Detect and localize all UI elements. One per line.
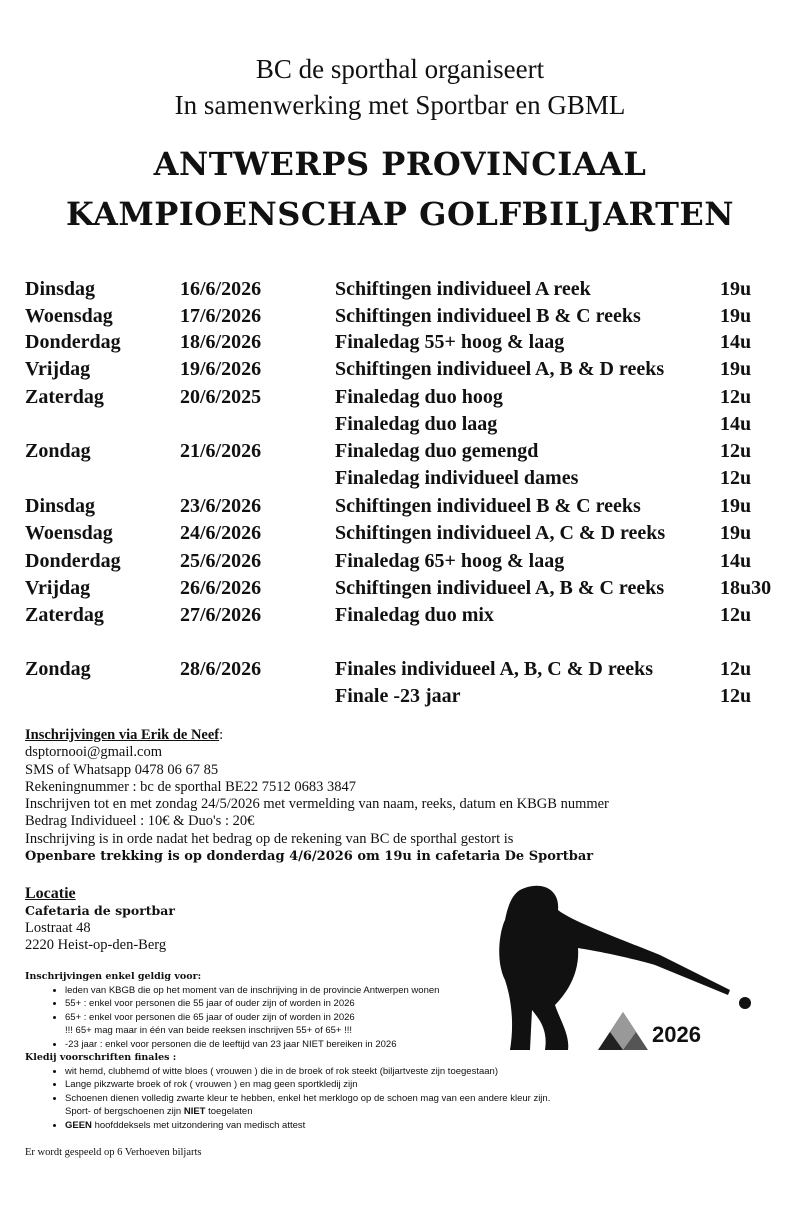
schedule-day: Zondag — [25, 658, 91, 680]
schedule-event: Finaledag duo mix — [335, 604, 494, 626]
payment-note: Inschrijving is in orde nadat het bedrag op de rekening van BC de sporthal gestort is — [25, 830, 514, 847]
account: Rekeningnummer : bc de sporthal BE22 7512 0683 3847 — [25, 778, 357, 795]
schedule-row — [0, 658, 800, 684]
schedule-row — [0, 604, 800, 630]
schedule-day: Donderdag — [25, 550, 121, 572]
schedule-event: Schiftingen individueel A, C & D reeks — [335, 522, 666, 544]
schedule-time: 19u — [720, 522, 752, 544]
schedule-date: 27/6/2026 — [180, 604, 262, 626]
schedule-date: 17/6/2026 — [180, 305, 262, 327]
schedule-event: Finaledag 55+ hoog & laag — [335, 331, 565, 353]
schedule-event: Finaledag duo gemengd — [335, 440, 539, 462]
triangle-logo-icon — [596, 1010, 651, 1052]
schedule-time: 14u — [720, 331, 752, 353]
schedule-time: 14u — [720, 550, 752, 572]
schedule-time: 12u — [720, 685, 752, 707]
schedule-time: 19u — [720, 305, 752, 327]
email: dsptornooi@gmail.com — [25, 744, 162, 761]
cooperation-line: In samenwerking met Sportbar en GBML — [174, 90, 626, 120]
schedule-date: 24/6/2026 — [180, 522, 262, 544]
schedule-event: Finale -23 jaar — [335, 685, 461, 707]
logo-year: 2026 — [652, 1022, 701, 1047]
schedule-date: 21/6/2026 — [180, 440, 262, 462]
schedule-event: Finaledag 65+ hoog & laag — [335, 550, 565, 572]
deadline: Inschrijven tot en met zondag 24/5/2026 met vermelding van naam, reeks, datum en KBGB nummer — [25, 796, 609, 813]
schedule-date: 19/6/2026 — [180, 358, 262, 380]
schedule-day: Vrijdag — [25, 577, 91, 599]
schedule-day: Donderdag — [25, 331, 121, 353]
footer-note: Er wordt gespeeld op 6 Verhoeven biljarts — [25, 1147, 202, 1158]
registration-heading: Inschrijvingen via Erik de Neef — [25, 727, 220, 743]
schedule-row — [0, 440, 800, 466]
schedule-time: 14u — [720, 413, 752, 435]
organizer-line: BC de sporthal organiseert — [255, 54, 545, 84]
schedule-day: Zaterdag — [25, 604, 104, 626]
schedule-event: Finaledag duo hoog — [335, 386, 503, 408]
schedule-row — [0, 550, 800, 576]
location-street: Lostraat 48 — [25, 919, 91, 936]
title-line-1: ANTWERPS PROVINCIAAL — [153, 145, 647, 183]
schedule-row — [0, 467, 800, 493]
schedule-time: 12u — [720, 440, 752, 462]
schedule-row — [0, 278, 800, 304]
schedule-row — [0, 413, 800, 439]
headwear-bold: GEEN — [65, 1119, 92, 1131]
schedule-day: Zondag — [25, 440, 91, 462]
schedule-day: Vrijdag — [25, 358, 91, 380]
schedule-time: 18u30 — [720, 577, 772, 599]
schedule-time: 12u — [720, 604, 752, 626]
schedule-day: Woensdag — [25, 522, 113, 544]
rule-item: • -23 jaar : enkel voor personen die de leeftijd van 23 jaar NIET bereiken in 2026 — [65, 1038, 550, 1052]
schedule-date: 23/6/2026 — [180, 495, 262, 517]
location-section — [25, 885, 175, 954]
location-city: 2220 Heist-op-den-Berg — [25, 936, 167, 953]
rules-heading: Inschrijvingen enkel geldig voor: — [25, 971, 202, 982]
dress-item: • Lange pikzwarte broek of rok ( vrouwen ) en mag geen sportkledij zijn — [65, 1078, 550, 1092]
dress-item: • Schoenen dienen volledig zwarte kleur te hebben, enkel het merklogo op de schoen mag van een andere kleur zijn. — [65, 1092, 550, 1106]
schedule-time: 19u — [720, 495, 752, 517]
schedule-date: 18/6/2026 — [180, 331, 262, 353]
schedule-row — [0, 358, 800, 384]
schedule-row — [0, 522, 800, 548]
location-heading: Locatie — [25, 885, 76, 902]
rule-item: • 55+ : enkel voor personen die 55 jaar of ouder zijn of worden in 2026 — [65, 997, 550, 1011]
dress-heading: Kledij voorschriften finales : — [25, 1052, 177, 1063]
schedule-event: Schiftingen individueel A reek — [335, 278, 591, 300]
shoes-bold: NIET — [183, 1106, 206, 1117]
schedule-day: Dinsdag — [25, 495, 96, 517]
schedule-date: 20/6/2025 — [180, 386, 262, 408]
draw-info: Openbare trekking is op donderdag 4/6/2026 om 19u in cafetaria De Sportbar — [25, 849, 594, 865]
schedule-row — [0, 386, 800, 412]
schedule-day: Dinsdag — [25, 278, 96, 300]
registration-section — [25, 727, 609, 865]
fee: Bedrag Individueel : 10€ & Duo's : 20€ — [25, 813, 255, 830]
schedule-time: 19u — [720, 278, 752, 300]
schedule-time: 12u — [720, 386, 752, 408]
schedule-row — [0, 685, 800, 711]
schedule-row — [0, 305, 800, 331]
rule-item: • leden van KBGB die op het moment van de inschrijving in de provincie Antwerpen wonen — [65, 984, 550, 998]
rule-item: • 65+ : enkel voor personen die 65 jaar of ouder zijn of worden in 2026 — [65, 1011, 550, 1025]
schedule-date: 28/6/2026 — [180, 658, 262, 680]
shoes-text: Sport- of bergschoenen zijn — [65, 1106, 184, 1117]
schedule-time: 12u — [720, 658, 752, 680]
schedule-event: Schiftingen individueel A, B & C reeks — [335, 577, 665, 599]
schedule-event: Finaledag individueel dames — [335, 467, 579, 489]
dress-shoes-note — [65, 1105, 550, 1119]
schedule-event: Schiftingen individueel B & C reeks — [335, 495, 641, 517]
schedule-event: Finales individueel A, B, C & D reeks — [335, 658, 653, 680]
schedule-row — [0, 331, 800, 357]
schedule-date: 25/6/2026 — [180, 550, 262, 572]
dress-item — [65, 1119, 550, 1133]
colon: : — [219, 727, 224, 743]
schedule-event: Schiftingen individueel A, B & D reeks — [335, 358, 665, 380]
schedule-date: 26/6/2026 — [180, 577, 262, 599]
title-line-2: KAMPIOENSCHAP GOLFBILJARTEN — [65, 195, 735, 233]
headwear-text: hoofddeksels met uitzondering van medisch attest — [91, 1119, 306, 1131]
schedule-row — [0, 495, 800, 521]
schedule-time: 19u — [720, 358, 752, 380]
location-name: Cafetaria de sportbar — [25, 903, 175, 919]
dress-item: • wit hemd, clubhemd of witte bloes ( vrouwen ) die in de broek of rok steekt (biljartveste zijn toegestaan) — [65, 1065, 550, 1079]
schedule-date: 16/6/2026 — [180, 278, 262, 300]
rule-note: !!! 65+ mag maar in één van beide reeksen inschrijven 55+ of 65+ !!! — [65, 1025, 353, 1036]
schedule-row — [0, 577, 800, 603]
schedule-day: Woensdag — [25, 305, 113, 327]
schedule-time: 12u — [720, 467, 752, 489]
schedule-day: Zaterdag — [25, 386, 104, 408]
schedule-event: Schiftingen individueel B & C reeks — [335, 305, 641, 327]
phone: SMS of Whatsapp 0478 06 67 85 — [25, 761, 219, 778]
shoes-text-end: toegelaten — [205, 1106, 253, 1117]
schedule-event: Finaledag duo laag — [335, 413, 498, 435]
